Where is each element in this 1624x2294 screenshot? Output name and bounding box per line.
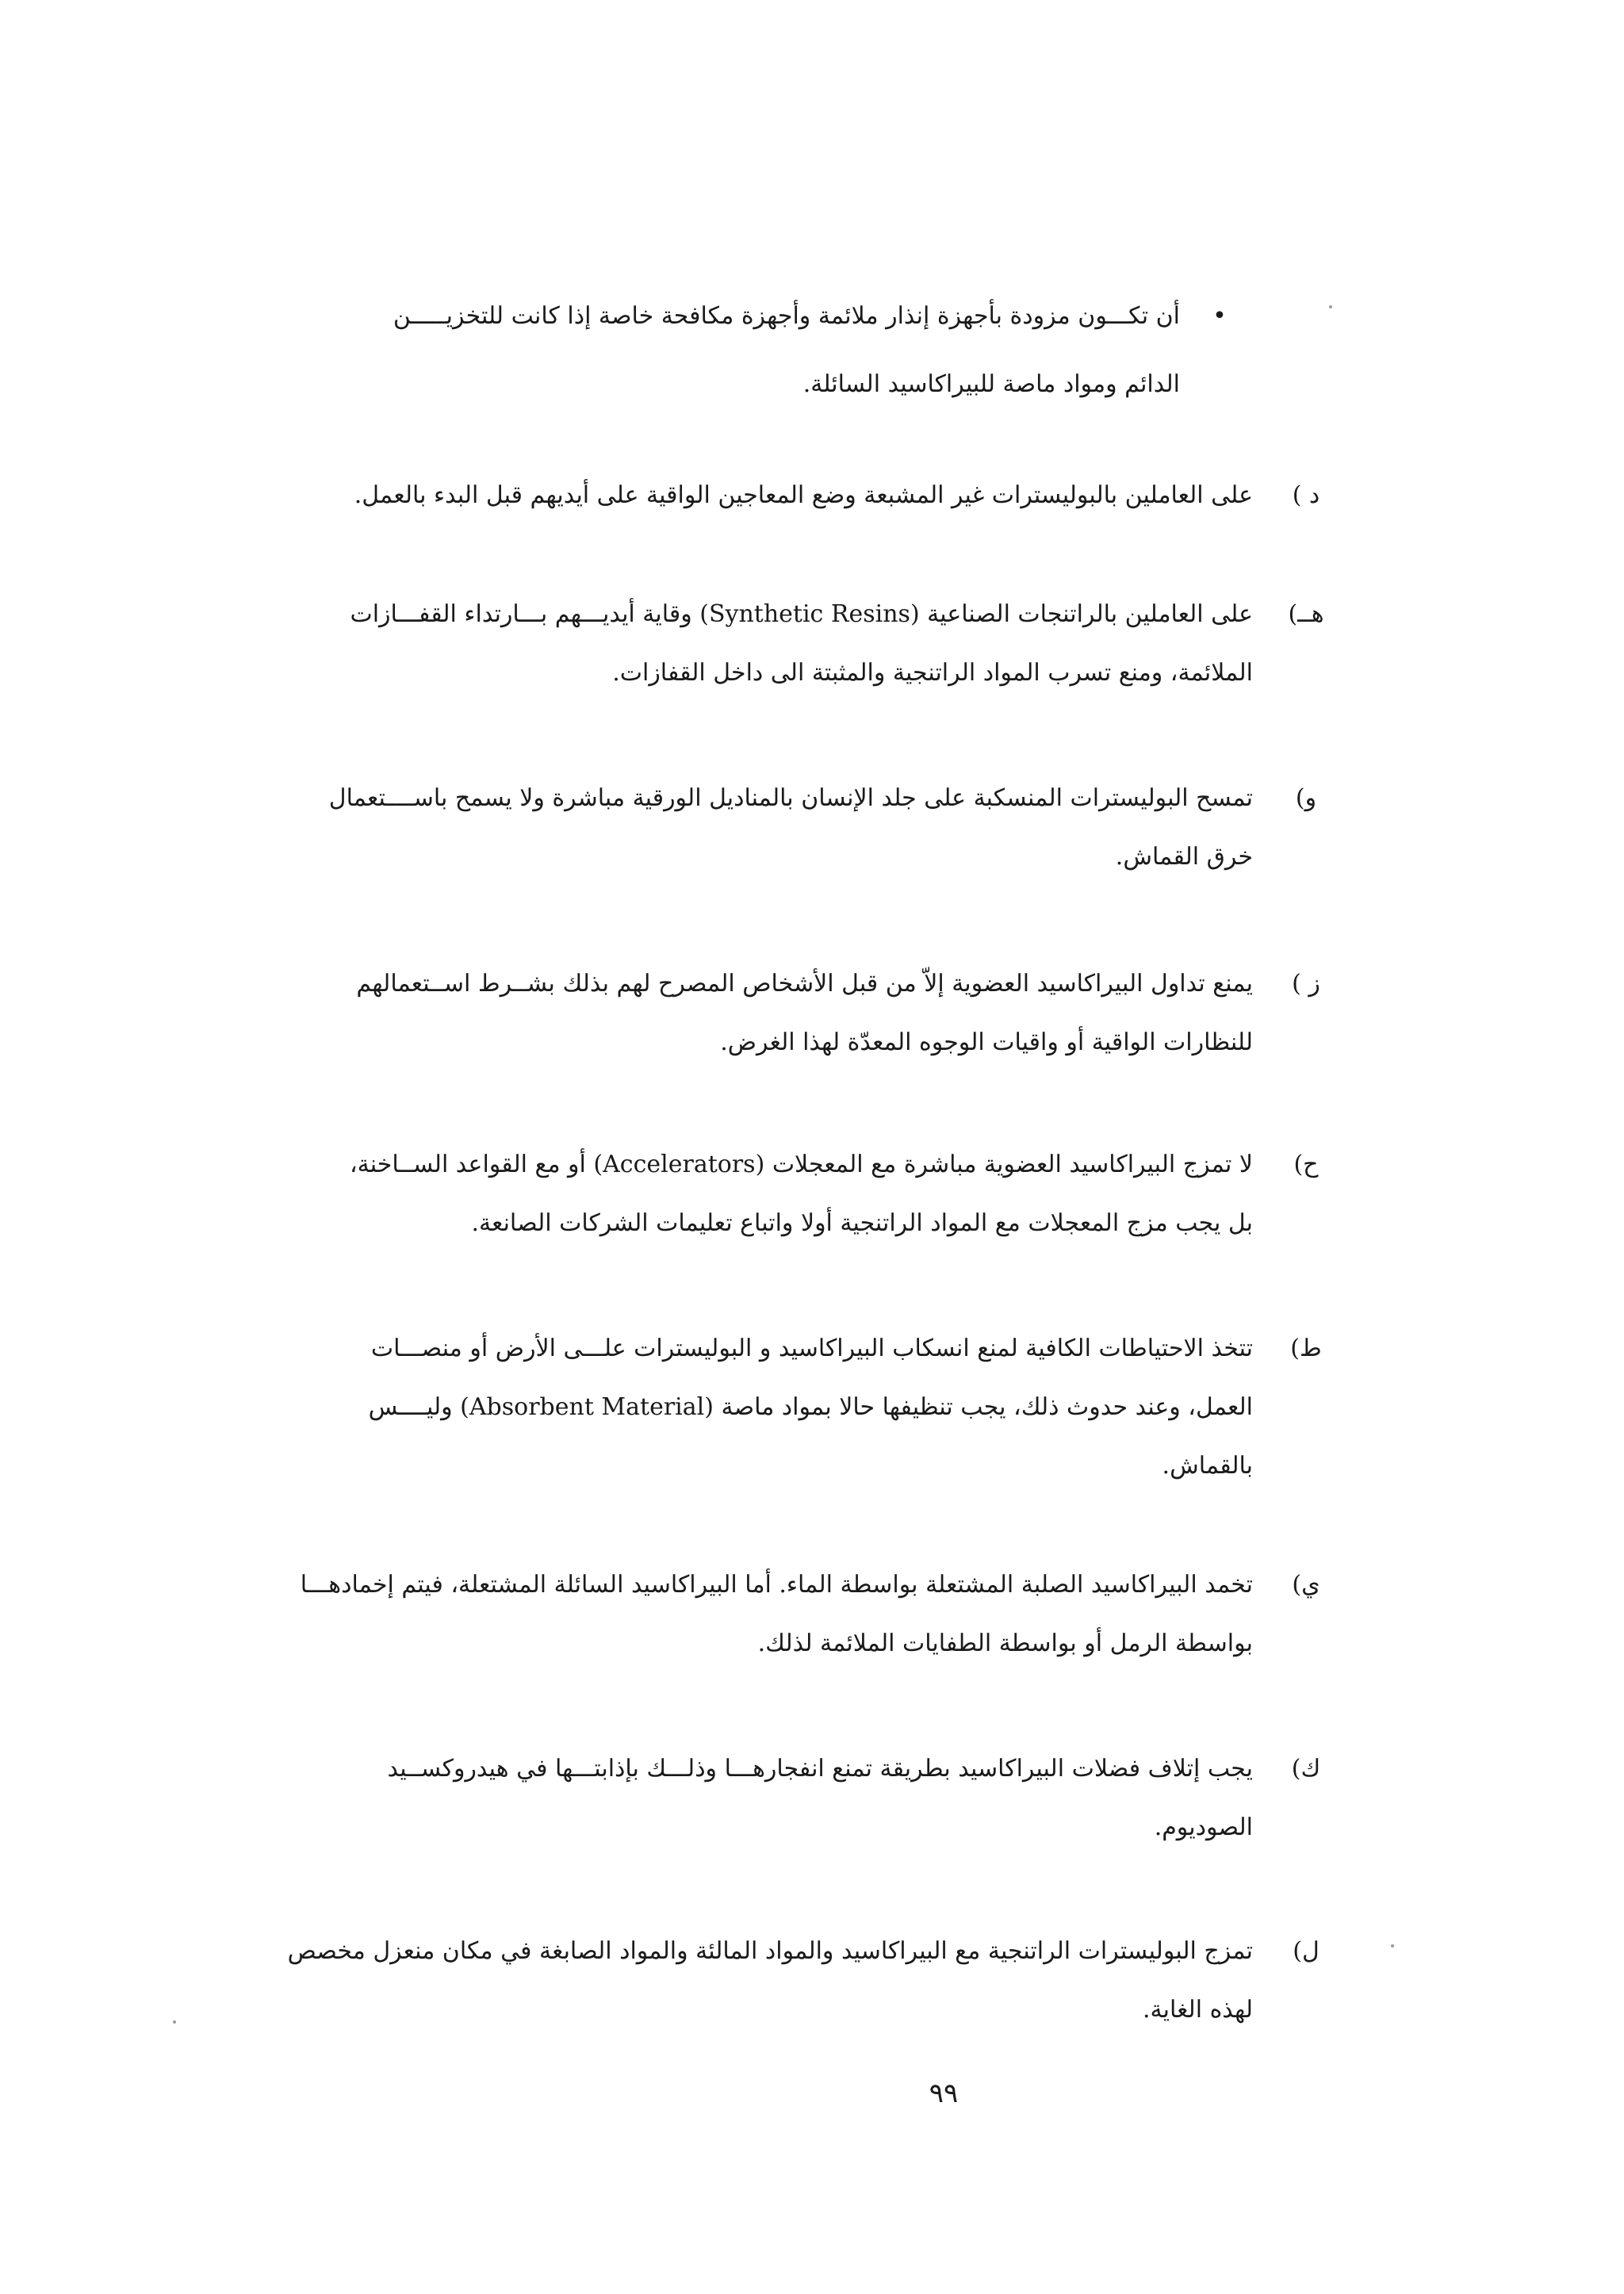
item-label: ل) xyxy=(1293,1937,1320,1965)
item-text xyxy=(354,466,1253,525)
item-line: الدائم ومواد ماصة للبيراكاسيد السائلة. xyxy=(802,370,1180,398)
item-line: أن تكـــون مزودة بأجهزة إنذار ملائمة وأجهزة مكافحة خاصة إذا كانت للتخزيـــــن xyxy=(393,302,1180,330)
item-line: خرق القماش. xyxy=(1115,843,1253,871)
item-line: تمسح البوليسترات المنسكبة على جلد الإنسان بالمناديل الورقية مباشرة ولا يسمح باســــتعمال xyxy=(328,784,1253,812)
list-item xyxy=(329,1319,1322,1496)
list-item xyxy=(329,1740,1321,1857)
item-line: بواسطة الرمل أو بواسطة الطفايات الملائمة لذلك. xyxy=(757,1630,1253,1657)
item-line: تخمد البيراكاسيد الصلبة المشتعلة بواسطة الماء. أما البيراكاسيد السائلة المشتعلة، فيتم إخمادهـــا xyxy=(300,1571,1253,1599)
item-line: بالقماش. xyxy=(1162,1452,1253,1480)
page-number: ٩٩ xyxy=(929,2078,959,2109)
item-label: ز ) xyxy=(1292,970,1320,998)
item-label: ط) xyxy=(1290,1335,1322,1362)
item-label: ح) xyxy=(1293,1151,1319,1178)
item-line: العمل، وعند حدوث ذلك، يجب تنظيفها حالا بمواد ماصة (Absorbent Material) وليــــس xyxy=(368,1393,1253,1421)
item-line: على العاملين بالبوليسترات غير المشبعة وضع المعاجين الواقية على أيديهم قبل البدء بالعمل. xyxy=(354,481,1253,509)
list-item xyxy=(329,955,1320,1072)
item-line: الملائمة، ومنع تسرب المواد الراتنجية والمثبتة الى داخل القفازات. xyxy=(612,659,1253,687)
list-item xyxy=(354,466,1320,525)
list-item xyxy=(329,1136,1319,1253)
item-label: و) xyxy=(1295,784,1317,812)
item-line: الصوديوم. xyxy=(1154,1813,1253,1841)
list-item xyxy=(287,1922,1320,2039)
item-line: يمنع تداول البيراكاسيد العضوية إلاّ من قبل الأشخاص المصرح لهم بذلك بشــرط اســتعمالهم xyxy=(356,970,1253,998)
item-text xyxy=(329,769,1253,887)
item-line: تتخذ الاحتياطات الكافية لمنع انسكاب البيراكاسيد و البوليسترات علـــى الأرض أو منصـــات xyxy=(370,1335,1253,1362)
item-line: لا تمزج البيراكاسيد العضوية مباشرة مع المعجلات (Accelerators) أو مع القواعد الســاخنة، xyxy=(349,1151,1253,1178)
item-label: هــ) xyxy=(1288,600,1324,628)
item-line: على العاملين بالراتنجات الصناعية (Synthetic Resins) وقاية أيديـــهم بـــارتداء القفـــازات xyxy=(350,600,1253,628)
item-text xyxy=(329,1740,1253,1857)
item-text xyxy=(300,1556,1253,1673)
item-text xyxy=(329,585,1253,703)
item-bullet: • xyxy=(1212,302,1227,330)
item-text xyxy=(287,1922,1253,2039)
item-line: يجب إتلاف فضلات البيراكاسيد بطريقة تمنع انفجارهـــا وذلـــك بإذابتـــها في هيدروكســيد xyxy=(387,1755,1253,1783)
item-line: لهذه الغاية. xyxy=(1142,1996,1253,2024)
list-item xyxy=(351,282,1227,419)
item-line: للنظارات الواقية أو واقيات الوجوه المعدّة لهذا الغرض. xyxy=(720,1028,1253,1056)
item-label: ي) xyxy=(1292,1571,1320,1599)
list-item xyxy=(300,1556,1320,1673)
item-line: بل يجب مزج المعجلات مع المواد الراتنجية أولا واتباع تعليمات الشركات الصانعة. xyxy=(471,1209,1253,1237)
item-text xyxy=(329,955,1253,1072)
scan-speck xyxy=(1391,1944,1394,1947)
item-line: تمزج البوليسترات الراتنجية مع البيراكاسيد والمواد المالئة والمواد الصابغة في مكان منعزل مخصص xyxy=(287,1937,1253,1965)
item-label: د ) xyxy=(1292,481,1320,509)
scan-speck xyxy=(173,2020,176,2024)
list-item xyxy=(329,585,1324,703)
item-text xyxy=(329,1319,1253,1496)
item-text xyxy=(329,1136,1253,1253)
item-text xyxy=(351,282,1180,419)
item-label: ك) xyxy=(1291,1755,1321,1783)
list-item xyxy=(328,769,1317,887)
scan-speck xyxy=(1329,305,1332,308)
